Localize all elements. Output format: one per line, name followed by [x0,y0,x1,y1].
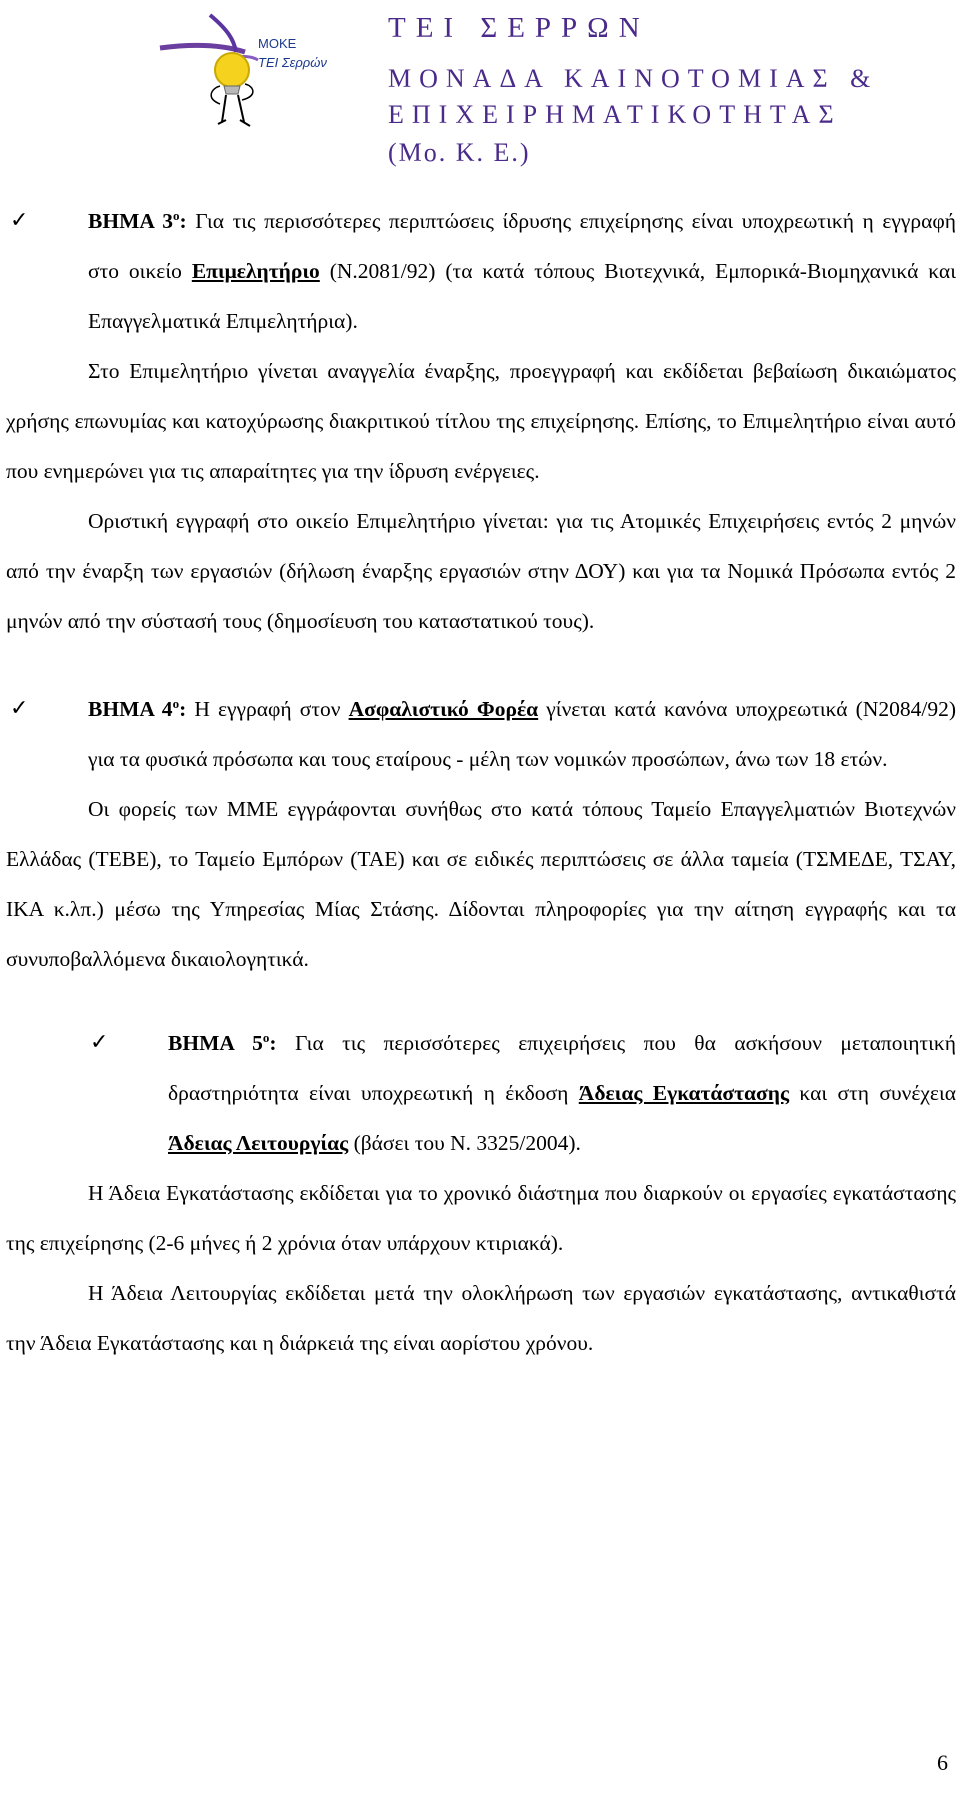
step3-paragraph-3: Οριστική εγγραφή στο οικείο Επιμελητήριο γίνεται: για τις Ατομικές Επιχειρήσεις εντός 2 μηνών από την έναρξη των εργασιών (δήλωση έναρξης εργασιών στην ΔΟΥ) και για τα Νομικά Πρόσωπα εντός 2 μηνών από την σύστασή τους (δημοσίευση του καταστατικού τους). [6,509,956,633]
logo-subtitle: ΤΕΙ Σερρών [258,55,327,70]
logo-title: ΜΟΚΕ [258,36,297,51]
unit-abbreviation: (Μο. Κ. Ε.) [388,138,531,167]
insurance-fund-link: Ασφαλιστικό Φορέα [348,697,539,721]
step4-paragraph-2: Οι φορείς των ΜΜΕ εγγράφονται συνήθως στο κατά τόπους Ταμείο Επαγγελματιών Βιοτεχνών Ελλάδας (ΤΕΒΕ), το Ταμείο Εμπόρων (ΤΑΕ) και σε ειδικές περιπτώσεις σε άλλα ταμεία (ΤΣΜΕΔΕ, ΤΣΑΥ, ΙΚΑ κ.λπ.) μέσω της Υπηρεσίας Μίας Στάσης. Δίδονται πληροφορίες για την αίτηση εγγραφής και τα συνυποβαλλόμενα δικαιολογητικά. [6,797,956,971]
checkmark-icon: ✓ [10,696,29,721]
step4-paragraph: ✓ ΒΗΜΑ $4^o$: Η εγγραφή στον Ασφαλιστικό Φορέα γίνεται κατά κανόνα υποχρεωτικά (Ν2084/92) για τα φυσικά πρόσωπα και τους εταίρους - μέλη των νομικών προσώπων, άνω των 18 ετών. [6,684,956,784]
operating-permit-link: Άδειας Λειτουργίας [168,1131,349,1155]
unit-name-line2: ΕΠΙΧΕΙΡΗΜΑΤΙΚΟΤΗΤΑΣ [388,100,842,129]
step5-label: ΒΗΜΑ 5 [168,1031,263,1055]
page-header [0,0,960,180]
step3-paragraph: ✓ ΒΗΜΑ $3^o$: Για τις περισσότερες περιπτώσεις ίδρυσης επιχείρησης είναι υποχρεωτική η εγγραφή στο οικείο Επιμελητήριο (Ν.2081/92) (τα κατά τόπους Βιοτεχνικά, Εμπορικά-Βιομηχανικά και Επαγγελματικά Επιμελητήρια). [6,196,956,346]
page-number: 6 [937,1750,948,1775]
moke-logo [150,0,360,140]
step5-paragraph-2: Η Άδεια Εγκατάστασης εκδίδεται για το χρονικό διάστημα που διαρκούν οι εργασίες εγκατάστασης της επιχείρησης (2-6 μήνες ή 2 χρόνια όταν υπάρχουν κτιριακά). [6,1181,956,1255]
checkmark-icon: ✓ [10,208,29,233]
step5-paragraph: ✓ ΒΗΜΑ $5^o$: Για τις περισσότερες επιχειρήσεις που θα ασκήσουν μεταποιητική δραστηριότητα είναι υποχρεωτική η έκδοση Άδειας Εγκατάστασης και στη συνέχεια Άδειας Λειτουργίας (βάσει του Ν. 3325/2004). [6,1018,956,1168]
step4-label: ΒΗΜΑ 4 [88,697,173,721]
step3-paragraph-2: Στο Επιμελητήριο γίνεται αναγγελία έναρξης, προεγγραφή και εκδίδεται βεβαίωση δικαιώματος χρήσης επωνυμίας και κατοχύρωσης διακριτικού τίτλου της επιχείρησης. Επίσης, το Επιμελητήριο είναι αυτό που ενημερώνει για τις απαραίτητες για την ίδρυση ενέργειες. [6,359,956,483]
unit-name-line1: ΜΟΝΑΔΑ ΚΑΙΝΟΤΟΜΙΑΣ & [388,64,879,93]
step3-label: ΒΗΜΑ 3 [88,209,174,233]
checkmark-icon: ✓ [90,1030,109,1055]
chamber-link: Επιμελητήριο [191,259,320,283]
institution-name: ΤΕΙ ΣΕΡΡΩΝ [388,12,650,44]
document-body [6,196,956,1368]
step5-paragraph-3: Η Άδεια Λειτουργίας εκδίδεται μετά την ολοκλήρωση των εργασιών εγκατάστασης, αντικαθιστά την Άδεια Εγκατάστασης και η διάρκειά της είναι αορίστου χρόνου. [6,1281,956,1355]
installation-permit-link: Άδειας Εγκατάστασης [578,1081,790,1105]
